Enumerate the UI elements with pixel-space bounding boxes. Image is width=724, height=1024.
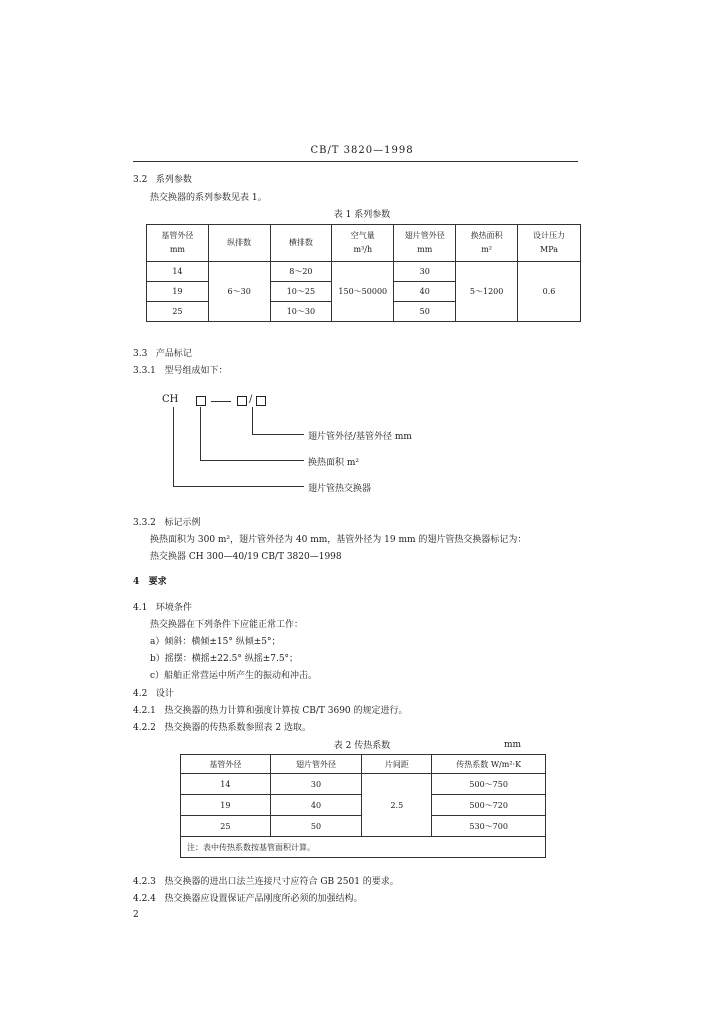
area-placeholder-box (196, 396, 206, 406)
list-item: b）摇摆：横摇±22.5° 纵摇±7.5°； (150, 654, 299, 664)
table-cell: 150～50000 (332, 262, 394, 322)
section-text: 热交换器的传热系数参照表 2 选取。 (164, 723, 311, 733)
table-cell: 0.6 (518, 262, 581, 322)
table-header-row (147, 225, 581, 262)
section-4-1-heading (133, 600, 192, 613)
section-4-1-text: 热交换器在下列条件下应能正常工作： (150, 620, 304, 630)
header-cell: 翅片管外径 (270, 755, 362, 774)
section-4-2-3 (133, 874, 399, 887)
section-3-3-2-heading (133, 515, 201, 528)
table2-unit: mm (504, 740, 522, 750)
table-cell: 50 (270, 816, 362, 837)
diagram-label-diameters: 翅片管外径/基管外径 mm (308, 432, 412, 442)
section-text: 热交换器应设置保证产品刚度所必须的加强结构。 (164, 894, 363, 904)
diagram-label-area: 换热面积 m² (308, 458, 360, 468)
section-title: 设计 (155, 689, 174, 699)
section-3-3-heading (133, 346, 192, 359)
table-note: 注：表中传热系数按基管面积计算。 (181, 837, 546, 858)
header-cell: 片间距 (362, 755, 432, 774)
section-text: 热交换器的进出口法兰连接尺寸应符合 GB 2501 的要求。 (164, 877, 399, 887)
header-cell: 纵排数 (208, 225, 270, 262)
diagram-prefix: CH (162, 394, 179, 405)
section-number: 4.2.4 (133, 894, 156, 904)
section-number: 3.3.2 (133, 518, 156, 528)
table-row (147, 262, 581, 282)
base-diameter-box (256, 396, 266, 406)
header-cell: 基管外径 (181, 755, 271, 774)
section-title: 产品标记 (155, 349, 192, 359)
connector-line (173, 486, 304, 487)
section-title: 系列参数 (155, 175, 192, 185)
table-cell: 2.5 (362, 774, 432, 837)
table-cell: 6～30 (208, 262, 270, 322)
table2-caption: 表 2 传热系数 (333, 741, 391, 751)
table-cell: 25 (181, 816, 271, 837)
table-cell: 500～750 (432, 774, 546, 795)
table-cell: 19 (147, 282, 209, 302)
page-number: 2 (133, 910, 139, 920)
connector-line (173, 407, 174, 486)
table-cell: 50 (394, 302, 456, 322)
section-number: 4.2.3 (133, 877, 156, 887)
list-item: a）倾斜：横倾±15° 纵倾±5°； (150, 637, 281, 647)
diagram-separator: / (249, 394, 253, 405)
section-3-3-2-text: 换热面积为 300 m²，翅片管外径为 40 mm，基管外径为 19 mm 的翅片管热交换器标记为： (150, 535, 527, 545)
section-4-2-2 (133, 720, 311, 733)
table-cell: 40 (394, 282, 456, 302)
connector-line (252, 407, 253, 434)
table-row (181, 774, 546, 795)
header-cell: 设计压力 MPa (518, 225, 581, 262)
diagram-dash (211, 401, 231, 402)
table-cell: 30 (394, 262, 456, 282)
section-title: 标记示例 (164, 518, 201, 528)
page-header: CB/T 3820—1998 (310, 145, 414, 156)
table-heat-transfer (180, 754, 546, 858)
table1-caption: 表 1 系列参数 (333, 210, 391, 220)
table-cell: 40 (270, 795, 362, 816)
header-cell: 横排数 (270, 225, 332, 262)
table-series-parameters (146, 224, 581, 322)
section-number: 4.2.2 (133, 723, 156, 733)
header-cell: 空气量 m³/h (332, 225, 394, 262)
section-title: 要求 (148, 577, 167, 587)
header-cell: 翅片管外径 mm (394, 225, 456, 262)
table-cell: 10～30 (270, 302, 332, 322)
table-cell: 14 (147, 262, 209, 282)
table-header-row (181, 755, 546, 774)
section-number: 3.2 (133, 175, 148, 185)
table-cell: 25 (147, 302, 209, 322)
section-text: 热交换器的热力计算和强度计算按 CB/T 3690 的规定进行。 (164, 706, 408, 716)
connector-line (200, 407, 201, 460)
section-number: 3.3.1 (133, 366, 156, 376)
connector-line (252, 434, 304, 435)
section-text: 型号组成如下： (164, 366, 228, 376)
section-4-heading (133, 574, 167, 587)
table-cell: 5～1200 (456, 262, 518, 322)
section-number: 4.2 (133, 689, 148, 699)
diagram-label-product: 翅片管热交换器 (308, 484, 372, 494)
section-title: 环境条件 (155, 603, 192, 613)
section-4-2-1 (133, 703, 408, 716)
section-4-2-heading (133, 686, 174, 699)
section-3-3-1 (133, 363, 228, 376)
table-cell: 30 (270, 774, 362, 795)
table-cell: 19 (181, 795, 271, 816)
table-cell: 10～25 (270, 282, 332, 302)
table-cell: 530～700 (432, 816, 546, 837)
header-cell: 传热系数 W/m²·K (432, 755, 546, 774)
list-item: c）船舶正常营运中所产生的振动和冲击。 (150, 671, 318, 681)
table-cell: 14 (181, 774, 271, 795)
section-3-2-text: 热交换器的系列参数见表 1。 (150, 193, 267, 203)
table-note-row (181, 837, 546, 858)
section-3-2-heading (133, 172, 192, 185)
section-number: 3.3 (133, 349, 148, 359)
table-cell: 8～20 (270, 262, 332, 282)
section-number: 4.2.1 (133, 706, 156, 716)
table-cell: 500～720 (432, 795, 546, 816)
connector-line (200, 460, 304, 461)
header-cell: 基管外径 mm (147, 225, 209, 262)
section-number: 4 (133, 577, 140, 587)
section-4-2-4 (133, 891, 363, 904)
fin-diameter-box (237, 396, 247, 406)
header-cell: 换热面积 m² (456, 225, 518, 262)
marking-example: 热交换器 CH 300—40/19 CB/T 3820—1998 (150, 552, 342, 562)
header-rule (133, 161, 578, 162)
section-number: 4.1 (133, 603, 148, 613)
